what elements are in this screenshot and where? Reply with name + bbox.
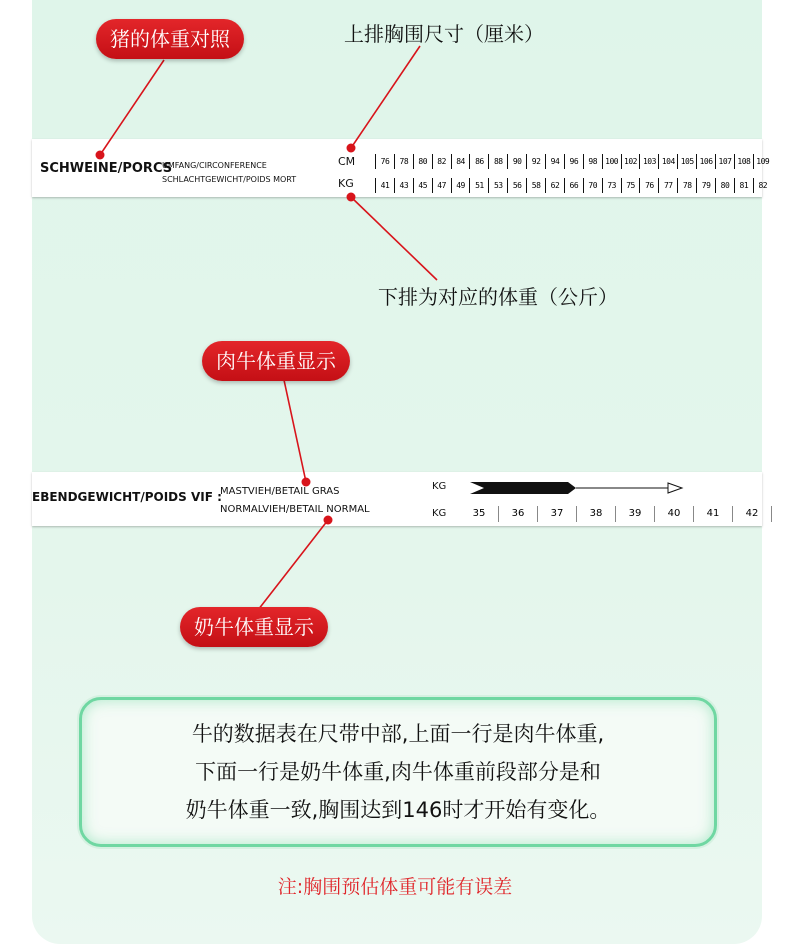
cow-kg-scale — [460, 506, 772, 522]
pig-weight-badge: 猪的体重对照 — [96, 19, 244, 59]
pig-kg-tick-label: 58 — [526, 178, 545, 193]
pig-kg-tick-label: 82 — [753, 178, 772, 193]
pig-kg-tick-label: 77 — [658, 178, 677, 193]
dairy-weight-badge: 奶牛体重显示 — [180, 607, 328, 647]
pig-kg-tick-label: 75 — [621, 178, 640, 193]
pig-cm-tick-label: 94 — [545, 154, 564, 169]
pig-kg-tick-label: 78 — [677, 178, 696, 193]
pig-tape-measure — [32, 139, 770, 197]
pig-tape-sub1: UMFANG/CIRCONFERENCE — [162, 161, 267, 170]
cow-tape-title: EBENDGEWICHT/POIDS VIF : — [32, 490, 222, 504]
pig-unit-cm: CM — [338, 155, 356, 168]
pig-kg-tick-label: 76 — [639, 178, 658, 193]
cow-kg-tick-label: 42 — [733, 506, 772, 522]
pig-cm-tick-label: 84 — [451, 154, 470, 169]
lower-row-label: 下排为对应的体重（公斤） — [378, 285, 618, 309]
upper-row-label: 上排胸围尺寸（厘米） — [344, 22, 544, 46]
pig-kg-tick-label: 49 — [451, 178, 470, 193]
pig-kg-tick-label: 43 — [394, 178, 413, 193]
beef-weight-badge: 肉牛体重显示 — [202, 341, 350, 381]
pig-cm-tick-label: 100 — [602, 154, 621, 169]
pig-kg-tick-label: 81 — [734, 178, 753, 193]
pig-kg-tick-label: 70 — [583, 178, 602, 193]
pig-kg-tick-label: 80 — [715, 178, 734, 193]
cow-kg-tick-label: 35 — [460, 506, 499, 522]
cow-tape-sub2: NORMALVIEH/BETAIL NORMAL — [220, 504, 370, 515]
pig-cm-tick-label: 98 — [583, 154, 602, 169]
pig-cm-tick-label: 86 — [469, 154, 488, 169]
pig-kg-scale — [375, 178, 772, 193]
pig-kg-tick-label: 41 — [375, 178, 394, 193]
pig-kg-tick-label: 62 — [545, 178, 564, 193]
cow-kg-tick-label: 39 — [616, 506, 655, 522]
pig-cm-tick-label: 104 — [658, 154, 677, 169]
info-line-1: 牛的数据表在尺带中部,上面一行是肉牛体重, — [191, 722, 605, 746]
cow-kg-tick-label: 37 — [538, 506, 577, 522]
pig-kg-tick-label: 53 — [488, 178, 507, 193]
info-line-2: 下面一行是奶牛体重,肉牛体重前段部分是和 — [195, 760, 601, 784]
pig-kg-tick-label: 66 — [564, 178, 583, 193]
pig-cm-tick-label: 106 — [696, 154, 715, 169]
pig-kg-tick-label: 73 — [602, 178, 621, 193]
pig-cm-tick-label: 90 — [507, 154, 526, 169]
pig-kg-tick-label: 47 — [432, 178, 451, 193]
beef-range-arrow-icon — [468, 478, 690, 498]
pig-cm-tick-label: 82 — [432, 154, 451, 169]
pig-cm-tick-label: 92 — [526, 154, 545, 169]
pig-kg-tick-label: 45 — [413, 178, 432, 193]
pig-cm-tick-label: 103 — [639, 154, 658, 169]
cow-unit-kg-bottom: KG — [432, 508, 447, 519]
pig-cm-tick-label: 80 — [413, 154, 432, 169]
cow-kg-tick-label: 38 — [577, 506, 616, 522]
pig-cm-tick-label: 102 — [621, 154, 640, 169]
pig-tape-title: SCHWEINE/PORCS — [40, 161, 173, 176]
pig-tape-sub2: SCHLACHTGEWICHT/POIDS MORT — [162, 175, 297, 184]
cow-kg-tick-label: 41 — [694, 506, 733, 522]
cow-tape-measure — [32, 472, 762, 526]
info-box — [79, 697, 717, 847]
cow-kg-tick-label: 40 — [655, 506, 694, 522]
cow-unit-kg-top: KG — [432, 481, 447, 492]
pig-cm-tick-label: 88 — [488, 154, 507, 169]
pig-unit-kg: KG — [338, 177, 354, 190]
pig-cm-scale — [375, 154, 772, 169]
cow-kg-tick-label: 36 — [499, 506, 538, 522]
pig-kg-tick-label: 79 — [696, 178, 715, 193]
pig-cm-tick-label: 108 — [734, 154, 753, 169]
pig-cm-tick-label: 76 — [375, 154, 394, 169]
error-note: 注:胸围预估体重可能有误差 — [277, 876, 513, 898]
pig-cm-tick-label: 105 — [677, 154, 696, 169]
info-line-3: 奶牛体重一致,胸围达到146时才开始有变化。 — [185, 798, 611, 822]
cow-tape-sub1: MASTVIEH/BETAIL GRAS — [220, 486, 340, 497]
pig-cm-tick-label: 109 — [753, 154, 772, 169]
pig-kg-tick-label: 51 — [469, 178, 488, 193]
pig-cm-tick-label: 78 — [394, 154, 413, 169]
pig-cm-tick-label: 96 — [564, 154, 583, 169]
pig-kg-tick-label: 56 — [507, 178, 526, 193]
pig-cm-tick-label: 107 — [715, 154, 734, 169]
